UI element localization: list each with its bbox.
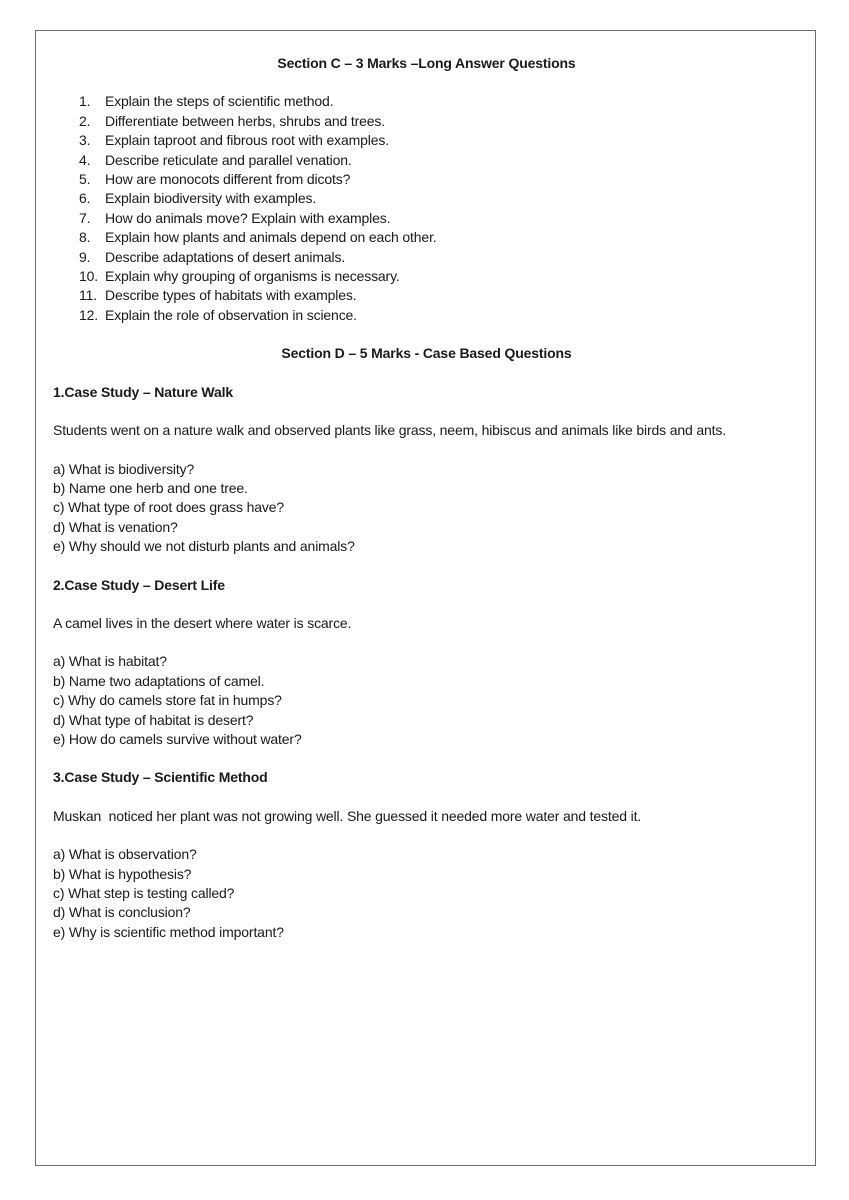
long-answer-question-row: [53, 112, 800, 131]
question-number: 9.: [79, 248, 91, 265]
case-study-question: b) Name one herb and one tree.: [53, 479, 248, 496]
case-study-questions: [53, 460, 800, 557]
case-study-title: 3.Case Study – Scientific Method: [53, 769, 268, 786]
case-study-question: a) What is observation?: [53, 846, 197, 863]
long-answer-question-row: [53, 131, 800, 150]
section-d-heading: Section D – 5 Marks - Case Based Questions: [281, 345, 572, 362]
question-text: Explain the role of observation in science.: [105, 306, 357, 323]
question-text: How are monocots different from dicots?: [105, 171, 351, 188]
long-answer-question-row: [53, 248, 800, 267]
case-study-question: e) How do camels survive without water?: [53, 730, 302, 747]
case-study-questions: [53, 845, 800, 942]
question-text: Describe adaptations of desert animals.: [105, 248, 346, 265]
long-answer-questions-list: [53, 92, 800, 325]
question-number: 2.: [79, 112, 91, 129]
long-answer-question-row: [53, 151, 800, 170]
page-border-frame: [35, 30, 816, 1166]
case-study-title: 2.Case Study – Desert Life: [53, 576, 225, 593]
case-study-question: b) Name two adaptations of camel.: [53, 672, 265, 689]
case-study-question: a) What is habitat?: [53, 653, 167, 670]
question-text: Explain how plants and animals depend on each other.: [105, 229, 437, 246]
case-study-question: d) What is conclusion?: [53, 904, 191, 921]
case-study-intro: Students went on a nature walk and observed plants like grass, neem, hibiscus and animals like birds and ants.: [53, 422, 727, 439]
question-text: Explain the steps of scientific method.: [105, 93, 334, 110]
long-answer-question-row: [53, 267, 800, 286]
question-number: 8.: [79, 229, 91, 246]
long-answer-question-row: [53, 170, 800, 189]
case-study-question: a) What is biodiversity?: [53, 460, 195, 477]
question-number: 11.: [79, 287, 97, 304]
question-text: Explain biodiversity with examples.: [105, 190, 317, 207]
question-text: Describe reticulate and parallel venation.: [105, 151, 352, 168]
question-number: 10.: [79, 268, 99, 285]
question-number: 12.: [79, 306, 99, 323]
case-study-question: c) What type of root does grass have?: [53, 499, 285, 516]
question-number: 3.: [79, 132, 91, 149]
question-number: 7.: [79, 209, 91, 226]
section-c-heading: Section C – 3 Marks –Long Answer Questions: [277, 55, 576, 71]
long-answer-question-row: [53, 92, 800, 111]
case-study-intro: A camel lives in the desert where water is scarce.: [53, 614, 352, 631]
question-number: 1.: [79, 93, 91, 110]
page-content: [36, 31, 815, 942]
question-number: 5.: [79, 171, 91, 188]
question-text: Explain why grouping of organisms is necessary.: [105, 268, 400, 285]
question-text: Differentiate between herbs, shrubs and trees.: [105, 112, 386, 129]
case-study-question: d) What type of habitat is desert?: [53, 711, 254, 728]
case-study-intro: Muskan noticed her plant was not growing well. She guessed it needed more water and tested it.: [53, 807, 642, 824]
case-study-questions: [53, 652, 800, 749]
long-answer-question-row: [53, 228, 800, 247]
question-text: Explain taproot and fibrous root with examples.: [105, 132, 389, 149]
long-answer-question-row: [53, 286, 800, 305]
case-study-question: d) What is venation?: [53, 518, 178, 535]
case-study-question: c) Why do camels store fat in humps?: [53, 692, 282, 709]
case-study-question: c) What step is testing called?: [53, 885, 235, 901]
question-number: 6.: [79, 190, 91, 207]
long-answer-question-row: [53, 189, 800, 208]
case-study-question: e) Why should we not disturb plants and animals?: [53, 538, 355, 555]
question-text: How do animals move? Explain with examples.: [105, 209, 391, 226]
case-study-question: e) Why is scientific method important?: [53, 923, 284, 940]
long-answer-question-row: [53, 209, 800, 228]
question-number: 4.: [79, 151, 91, 168]
case-study-question: b) What is hypothesis?: [53, 865, 192, 882]
long-answer-question-row: [53, 306, 800, 325]
case-study-title: 1.Case Study – Nature Walk: [53, 383, 233, 400]
question-text: Describe types of habitats with examples.: [105, 287, 357, 304]
